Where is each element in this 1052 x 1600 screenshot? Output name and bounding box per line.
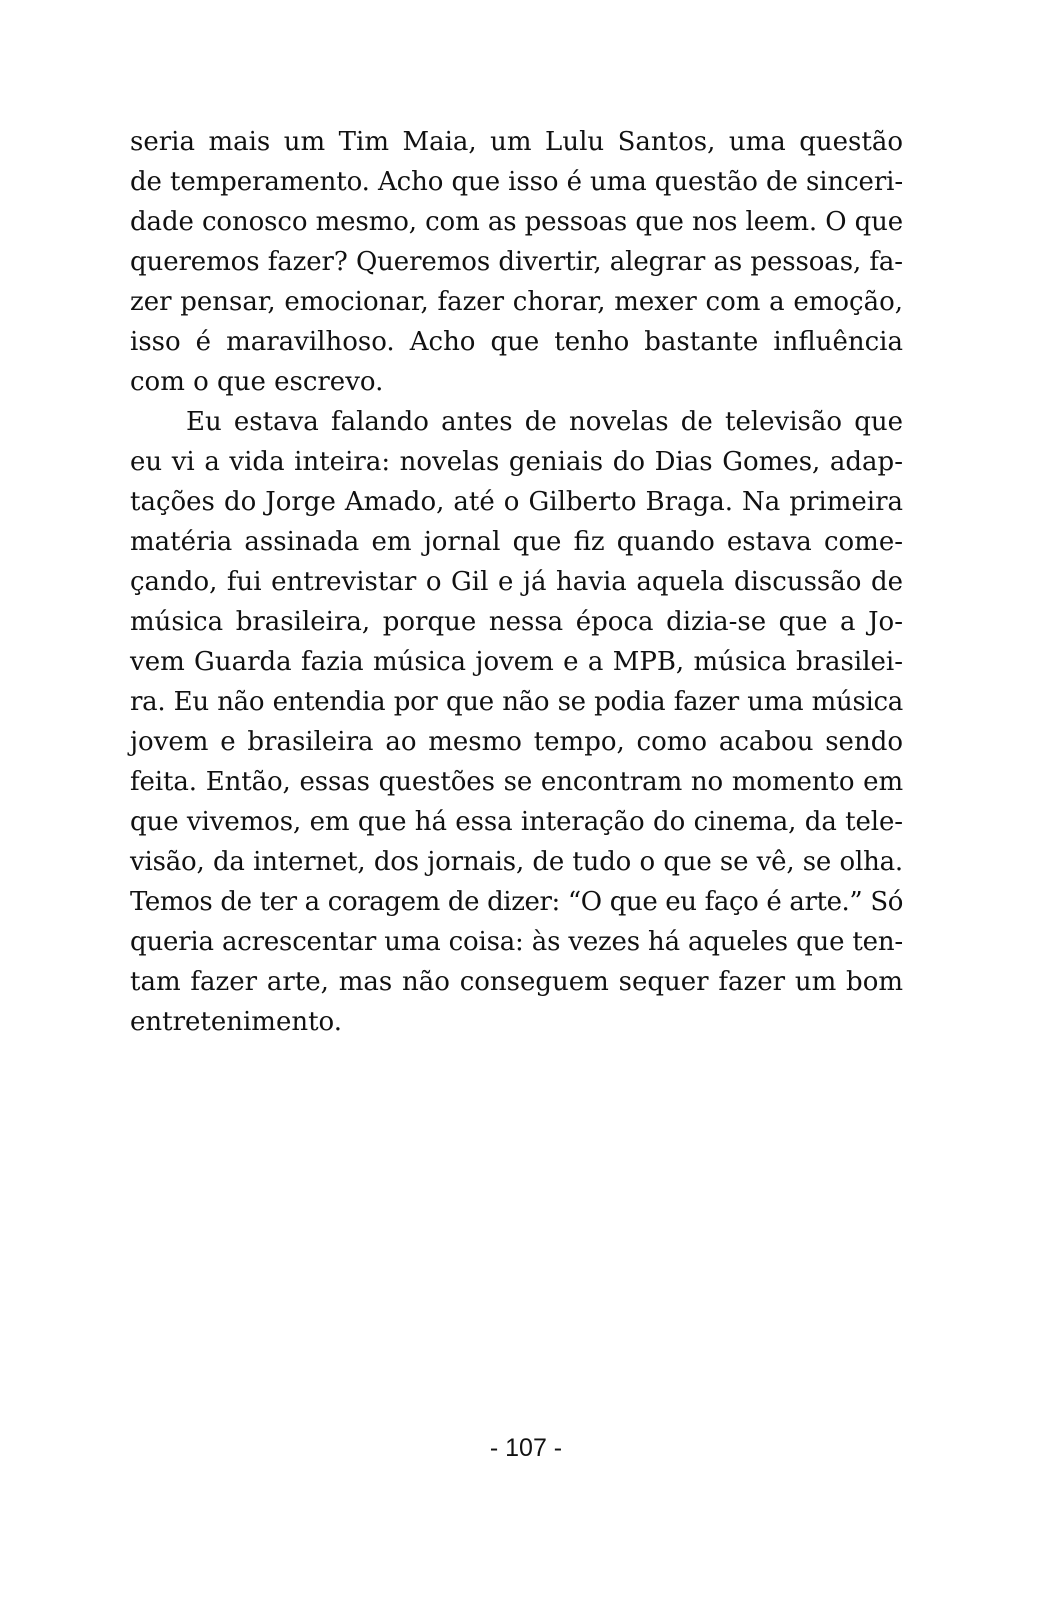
text-line: matéria assinada em jornal que fiz quando estava come- — [130, 527, 903, 557]
text-line: eu vi a vida inteira: novelas geniais do Dias Gomes, adap- — [130, 447, 903, 477]
text-line: isso é maravilhoso. Acho que tenho bastante influência — [130, 327, 903, 357]
paragraph-1 — [130, 122, 903, 402]
text-line: dade conosco mesmo, com as pessoas que nos leem. O que — [130, 207, 904, 237]
text-line: feita. Então, essas questões se encontram no momento em — [130, 767, 903, 797]
paragraph-2 — [130, 402, 903, 1042]
text-line: Eu estava falando antes de novelas de televisão que — [186, 407, 903, 437]
text-line: seria mais um Tim Maia, um Lulu Santos, uma questão — [130, 127, 903, 157]
text-line: entretenimento. — [130, 1007, 342, 1037]
text-line: queremos fazer? Queremos divertir, alegrar as pessoas, fa- — [130, 247, 903, 277]
text-line: tações do Jorge Amado, até o Gilberto Braga. Na primeira — [130, 487, 903, 517]
text-line: jovem e brasileira ao mesmo tempo, como acabou sendo — [130, 727, 903, 757]
text-line: queria acrescentar uma coisa: às vezes há aqueles que ten- — [130, 927, 903, 957]
text-line: visão, da internet, dos jornais, de tudo o que se vê, se olha. — [130, 847, 903, 877]
text-line: com o que escrevo. — [130, 367, 384, 397]
text-line: que vivemos, em que há essa interação do cinema, da tele- — [130, 807, 903, 837]
text-line: zer pensar, emocionar, fazer chorar, mexer com a emoção, — [130, 287, 903, 317]
text-line: tam fazer arte, mas não conseguem sequer fazer um bom — [130, 967, 903, 997]
body-text — [130, 122, 903, 1042]
page-number: - 107 - — [489, 1434, 563, 1462]
text-line: ra. Eu não entendia por que não se podia fazer uma música — [130, 687, 903, 717]
text-line: Temos de ter a coragem de dizer: “O que eu faço é arte.” Só — [130, 887, 903, 917]
text-line: música brasileira, porque nessa época dizia-se que a Jo- — [130, 607, 903, 637]
text-line: de temperamento. Acho que isso é uma questão de sinceri- — [130, 167, 904, 197]
text-line: çando, fui entrevistar o Gil e já havia aquela discussão de — [130, 567, 903, 597]
text-line: vem Guarda fazia música jovem e a MPB, música brasilei- — [130, 647, 903, 677]
